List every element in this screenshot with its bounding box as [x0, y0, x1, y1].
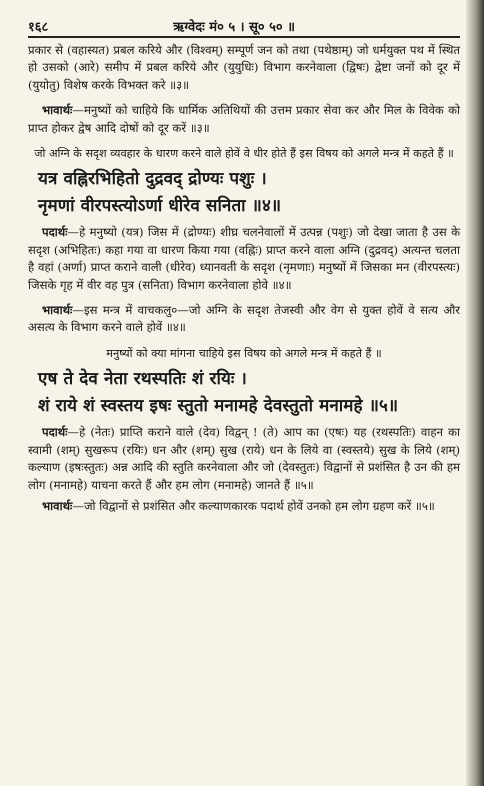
padartha-text: —हे (नेतः) प्राप्ति कराने वाले (देव) विद्वन् ! (ते) आप का (एषः) यह (रथस्पतिः) वाहन का स्वामी (शम्) सुखरूप (रयिः) धन और (शम्) सुख (राये) धन के लिये वा (स्वस्तये) सुख के लिये (शम्) कल्याण (इषःस्तुतः) अन्न आदि की स्तुति करनेवाला और जो (देवस्तुतः) विद्वानों से प्रशंसित है उन की हम लोग (मनामहे) याचना करते हैं और हम लोग (मनामहे) जानते हैं ॥५॥: [28, 425, 460, 492]
mantra-verse: [28, 166, 460, 220]
bhavartha-label: भावार्थः: [42, 498, 73, 513]
bhavartha-paragraph: [28, 498, 460, 515]
mantra-verse: [28, 366, 460, 420]
padartha-label: पदार्थः: [42, 425, 68, 440]
page-content: [28, 6, 460, 515]
verse-line: यत्र वह्निरभिहितो दुद्रवद् द्रोण्यः पशुः ।: [38, 169, 267, 190]
padartha-paragraph: [28, 224, 460, 294]
bhavartha-label: भावार्थः: [42, 103, 73, 118]
verse-line: शं राये शं स्वस्तय इषः स्तुतो मनामहे देवस्तुतो मनामहे ॥५॥: [38, 396, 399, 417]
bhavartha-paragraph: [28, 302, 460, 337]
continued-paragraph: प्रकार से (वहास्यत) प्रबल करिये और (विश्वम्) सम्पूर्ण जन को तथा (पथेष्ठाम्) जो धर्मयुक्त पथ में स्थित हो उसको (आरे) समीप में प्रबल करिये और (युयुधिः) विभाग करनेवाला (द्विषः) द्वेष्टा जनों को दूर में (युयोतु) विशेष करके विभक्त करे ॥३॥: [28, 43, 460, 92]
bhavartha-paragraph: [28, 102, 460, 137]
verse-line: नृमणां वीरपस्त्योऽर्णा धीरेव सनिता ॥४॥: [38, 196, 282, 217]
bhavartha-label: भावार्थः: [42, 303, 73, 318]
page-number: १६८: [28, 19, 49, 35]
running-title: ऋग्वेदः मं० ५ । सू० ५० ॥: [173, 19, 295, 35]
mantra-intro: मनुष्यों को क्या मांगना चाहिये इस विषय को अगले मन्त्र में कहते हैं ॥: [106, 346, 382, 360]
padartha-paragraph: [28, 424, 460, 494]
bhavartha-text: —इस मन्त्र में वाचकलु०—जो अग्नि के सदृश तेजस्वी और वेग से युक्त होवें वे सत्य और असत्य के विभाग करने वाले होवें ॥४॥: [28, 303, 460, 335]
verse-line: एष ते देव नेता रथस्पतिः शं रयिः ।: [38, 369, 247, 390]
bhavartha-text: —मनुष्यों को चाहिये कि धार्मिक अतिथियों की उत्तम प्रकार सेवा कर और मिल के विवेक को प्राप्त होकर द्वेष आदि दोषों को दूर करें ॥३॥: [28, 103, 460, 135]
padartha-label: पदार्थः: [42, 225, 68, 240]
running-header: [28, 6, 460, 38]
padartha-text: —हे मनुष्यो (यत्र) जिस में (द्रोण्यः) शीघ्र चलनेवालों में उत्पन्न (पशुः) जो देखा जाता है उस के सदृश (अभिहितः) कहा गया वा धारण किया गया (वह्निः) प्राप्त करने वाला अग्नि (दुद्रवद्) अत्यन्त चलता है वहां (अर्णा) प्राप्त कराने वाली (धीरेव) ध्यानवती के सदृश (नृमणाः) मनुष्यों में जिसका मन (वीरपस्त्यः) जिसके गृह में वीर वह पुत्र (सनिता) विभाग करनेवाला होवे ॥४॥: [28, 225, 460, 292]
bhavartha-text: —जो विद्वानों से प्रशंसित और कल्याणकारक पदार्थ होवें उनको हम लोग ग्रहण करें ॥५॥: [72, 498, 435, 513]
mantra-intro: जो अग्नि के सदृश व्यवहार के धारण करने वाले होवें वे धीर होते हैं इस विषय को अगले मन्त्र में कहते हैं ॥: [34, 147, 454, 161]
book-spine-shadow: [466, 0, 484, 786]
